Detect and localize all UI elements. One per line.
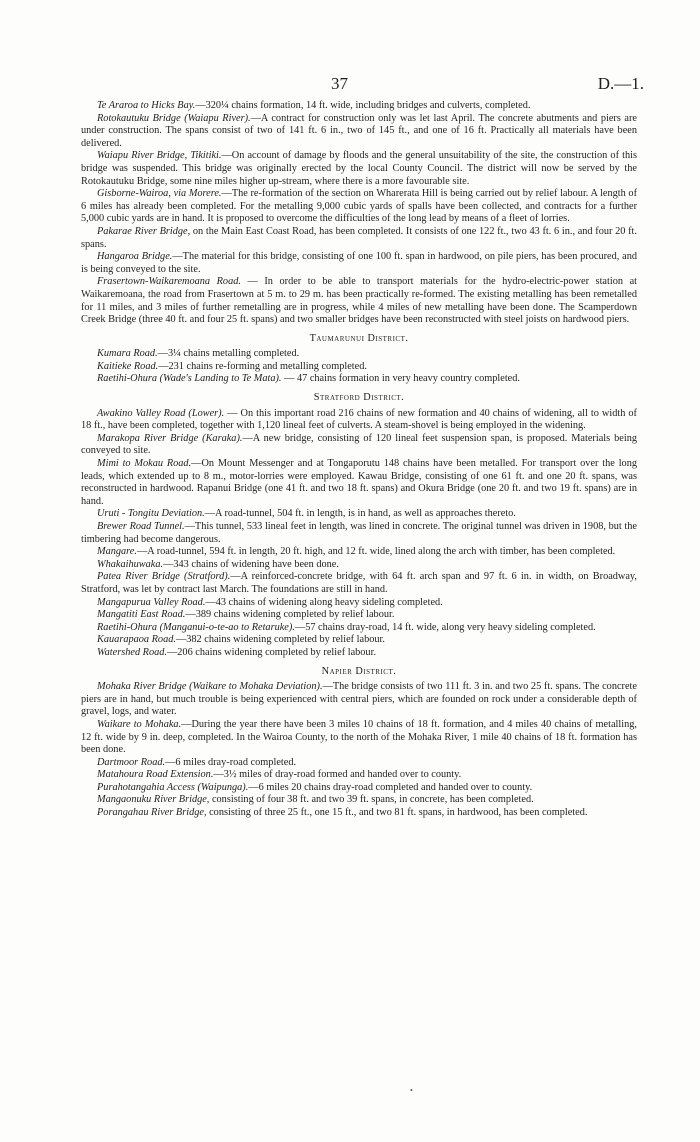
paragraph	[81, 559, 637, 572]
page-number: 37	[331, 74, 348, 93]
paragraph	[81, 757, 637, 770]
paragraph	[81, 251, 637, 276]
stratford-section	[81, 392, 637, 659]
paragraph	[81, 622, 637, 635]
item-body: —A new bridge, consisting of 120 lineal feet suspension span, is proposed. Materials being conveyed to site.	[81, 432, 637, 457]
item-body: —A road-tunnel, 594 ft. in length, 20 ft. high, and 12 ft. wide, lined along the arch with timber, has been completed.	[136, 546, 616, 558]
paragraph	[81, 634, 637, 647]
item-body: — In order to be able to transport materials for the hydro-electric-power station at Waikaremoana, the road from Frasertown at 5 m. to 29 m. has been practically re-formed. The existing metalling has been remetalled for 11 miles, and 3 miles of further remetalling are in progress, while 4 miles of new metalling have been done. The Scamperdown Creek Bridge (three 40 ft. and four 25 ft. spans) and two smaller bridges have been reconstructed with steel joists on hardwood piers.	[81, 276, 638, 326]
paragraph	[81, 433, 637, 458]
item-body: —57 chains dray-road, 14 ft. wide, along very heavy sideling completed.	[294, 621, 596, 633]
item-title: Hangaroa Bridge.	[97, 251, 173, 263]
item-body: —On Mount Messenger and at Tongaporutu 148 chains have been metalled. For transport over the long leads, which extended up to 8 m., motor-lorries were employed. Kawau Bridge, consisting of one 61 ft. and one 20 ft. spans, was reconstructed in hardwood. Rapanui Bridge (one 41 ft. and two 18 ft. spans) and Okura Bridge (one 20 ft. and two 19 ft. spans) are in hand.	[81, 458, 638, 507]
paragraph	[81, 276, 637, 326]
item-title: Waiapu River Bridge, Tikitiki.	[97, 150, 222, 162]
item-title: Mangapurua Valley Road.	[97, 596, 206, 608]
item-body: —The material for this bridge, consisting of one 100 ft. span in hardwood, on pile piers, has been procured, and is being conveyed to the site.	[81, 251, 638, 275]
page-header	[0, 74, 700, 96]
paragraph	[81, 546, 637, 559]
napier-section	[81, 666, 637, 820]
item-title: Kumara Road.	[97, 348, 158, 360]
section-heading: Stratford District.	[313, 392, 405, 404]
item-body: —320¼ chains formation, 14 ft. wide, including bridges and culverts, completed.	[195, 100, 531, 111]
item-body: —3½ miles of dray-road formed and handed over to county.	[213, 769, 462, 781]
item-title: Kauarapaoa Road.	[97, 634, 176, 646]
item-title: Uruti - Tongitu Deviation.	[97, 508, 205, 520]
paragraph	[81, 458, 637, 508]
item-title: Mangare.	[97, 546, 137, 558]
item-body: —6 miles dray-road completed.	[165, 756, 297, 768]
paragraph	[81, 348, 637, 361]
item-title: Mangaonuku River Bridge,	[97, 794, 210, 806]
paragraph	[81, 113, 637, 151]
paragraph	[81, 597, 637, 610]
taumarunui-section	[81, 333, 637, 386]
paragraph	[81, 807, 637, 820]
paragraph	[81, 521, 637, 546]
section-heading: Napier District.	[321, 665, 397, 677]
item-title: Brewer Road Tunnel.	[97, 521, 185, 532]
item-body: —During the year there have been 3 miles 10 chains of 18 ft. formation, and 4 miles 40 chains of metalling, 12 ft. wide by 9 in. deep, completed. In the Wairoa County, to the north of the Mohaka River, 1 mile 40 chains of 18 ft. formation has been done.	[81, 718, 637, 756]
item-title: Mohaka River Bridge (Waikare to Mohaka Deviation).	[97, 681, 323, 693]
item-title: Dartmoor Road.	[97, 756, 166, 768]
paragraph	[81, 188, 637, 226]
paragraph	[81, 150, 637, 188]
item-body: —43 chains of widening along heavy sideling completed.	[205, 596, 443, 608]
item-title: Whakaihuwaka.	[97, 558, 164, 570]
paragraph	[81, 681, 637, 719]
item-title: Pakarae River Bridge,	[97, 225, 191, 237]
section-heading: Taumarunui District.	[309, 332, 409, 344]
item-title: Te Araroa to Hicks Bay.	[97, 100, 196, 111]
item-body: —389 chains widening completed by relief labour.	[185, 609, 395, 621]
item-body: —343 chains of widening have been done.	[163, 558, 339, 570]
item-title: Raetihi-Ohura (Wade's Landing to Te Mata).	[97, 373, 282, 385]
item-title: Watershed Road.	[97, 646, 167, 658]
item-title: Patea River Bridge (Stratford).	[97, 571, 231, 583]
paragraph	[81, 794, 637, 807]
paragraph	[81, 782, 637, 795]
item-body: consisting of three 25 ft., one 15 ft., and two 81 ft. spans, in hardwood, has been completed.	[206, 807, 588, 819]
document-reference: D.—1.	[597, 74, 644, 93]
item-title: Marakopa River Bridge (Karaka).	[97, 432, 243, 444]
item-body: — On this important road 216 chains of new formation and 40 chains of widening, all to width of 18 ft., have been completed, together with 1,120 lineal feet of culverts. A steam-shovel is being employed in the widening.	[81, 407, 637, 432]
item-title: Gisborne-Wairoa, via Morere.	[97, 188, 222, 200]
item-title: Mimi to Mokau Road.	[97, 458, 192, 470]
item-body: —A reinforced-concrete bridge, with 64 ft. arch span and 97 ft. 6 in. in width, on Broadway, Stratford, was let by contract last March. The foundations are still in hand.	[81, 571, 637, 595]
item-body: —The bridge consists of two 111 ft. 3 in. and two 25 ft. spans. The concrete piers are in hand, but much trouble is being experienced with central piers, which are founded on rock under a considerable depth of gravel, logs, and water.	[81, 681, 637, 718]
item-body: —On account of damage by floods and the general unsuitability of the site, the construction of this bridge was suspended. This bridge was originally erected by the local County Council. The district will now be served by the Rotokautuku Bridge, some nine miles higher up-stream, where there is a more favourable site.	[81, 150, 637, 187]
paragraph	[81, 100, 637, 113]
body-text	[81, 100, 637, 820]
item-title: Matahoura Road Extension.	[97, 769, 214, 781]
paragraph	[81, 571, 637, 596]
item-title: Porangahau River Bridge,	[97, 807, 207, 819]
item-body: —The re-formation of the section on Wharerata Hill is being carried out by relief labour. A length of 6 miles has already been completed. For the metalling 9,000 cubic yards of spalls have been collected, and contracts for a further 5,000 cubic yards are in hand. It is proposed to overcome the difficulties of the long lead by means of a fleet of lorries.	[81, 188, 638, 225]
item-body: —382 chains widening completed by relief labour.	[175, 634, 385, 646]
item-body: —3¼ chains metalling completed.	[157, 348, 300, 360]
paragraph	[81, 373, 637, 386]
item-body: —6 miles 20 chains dray-road completed and handed over to county.	[248, 781, 533, 793]
item-title: Waikare to Mohaka.	[97, 718, 182, 730]
item-title: Awakino Valley Road (Lower).	[97, 407, 225, 419]
paragraph	[81, 408, 637, 433]
item-body: —231 chains re-forming and metalling completed.	[158, 360, 367, 372]
paragraph	[81, 647, 637, 660]
item-body: on the Main East Coast Road, has been completed. It consists of one 122 ft., two 43 ft. 6 in., and four 20 ft. spans.	[81, 225, 637, 250]
item-body: — 47 chains formation in very heavy country completed.	[281, 373, 520, 385]
paragraph	[81, 769, 637, 782]
printer-mark: •	[410, 1086, 413, 1095]
item-title: Purahotangahia Access (Waipunga).	[97, 781, 249, 793]
paragraph	[81, 609, 637, 622]
item-body: —A road-tunnel, 504 ft. in length, is in hand, as well as approaches thereto.	[204, 508, 516, 520]
item-body: —A contract for construction only was let last April. The concrete abutments and piers are under construction. The spans consist of two of 141 ft. 6 in., two of 145 ft., and one of 16 ft. Practically all materials have been delivered.	[81, 112, 637, 149]
item-title: Kaitieke Road.	[97, 360, 159, 372]
item-body: —This tunnel, 533 lineal feet in length, was lined in concrete. The original tunnel was driven in 1908, but the timbering had become dangerous.	[81, 521, 638, 545]
intro-section	[81, 100, 637, 327]
item-body: —206 chains widening completed by relief labour.	[166, 646, 377, 658]
item-title: Raetihi-Ohura (Manganui-o-te-ao to Retaruke).	[97, 621, 295, 633]
paragraph	[81, 719, 637, 757]
item-title: Rotokautuku Bridge (Waiapu River).	[97, 112, 251, 124]
item-body: consisting of four 38 ft. and two 39 ft. spans, in concrete, has been completed.	[209, 794, 534, 806]
item-title: Mangatiti East Road.	[97, 609, 186, 621]
paragraph	[81, 226, 637, 251]
item-title: Frasertown-Waikaremoana Road.	[97, 276, 241, 288]
paragraph	[81, 361, 637, 374]
paragraph	[81, 508, 637, 521]
